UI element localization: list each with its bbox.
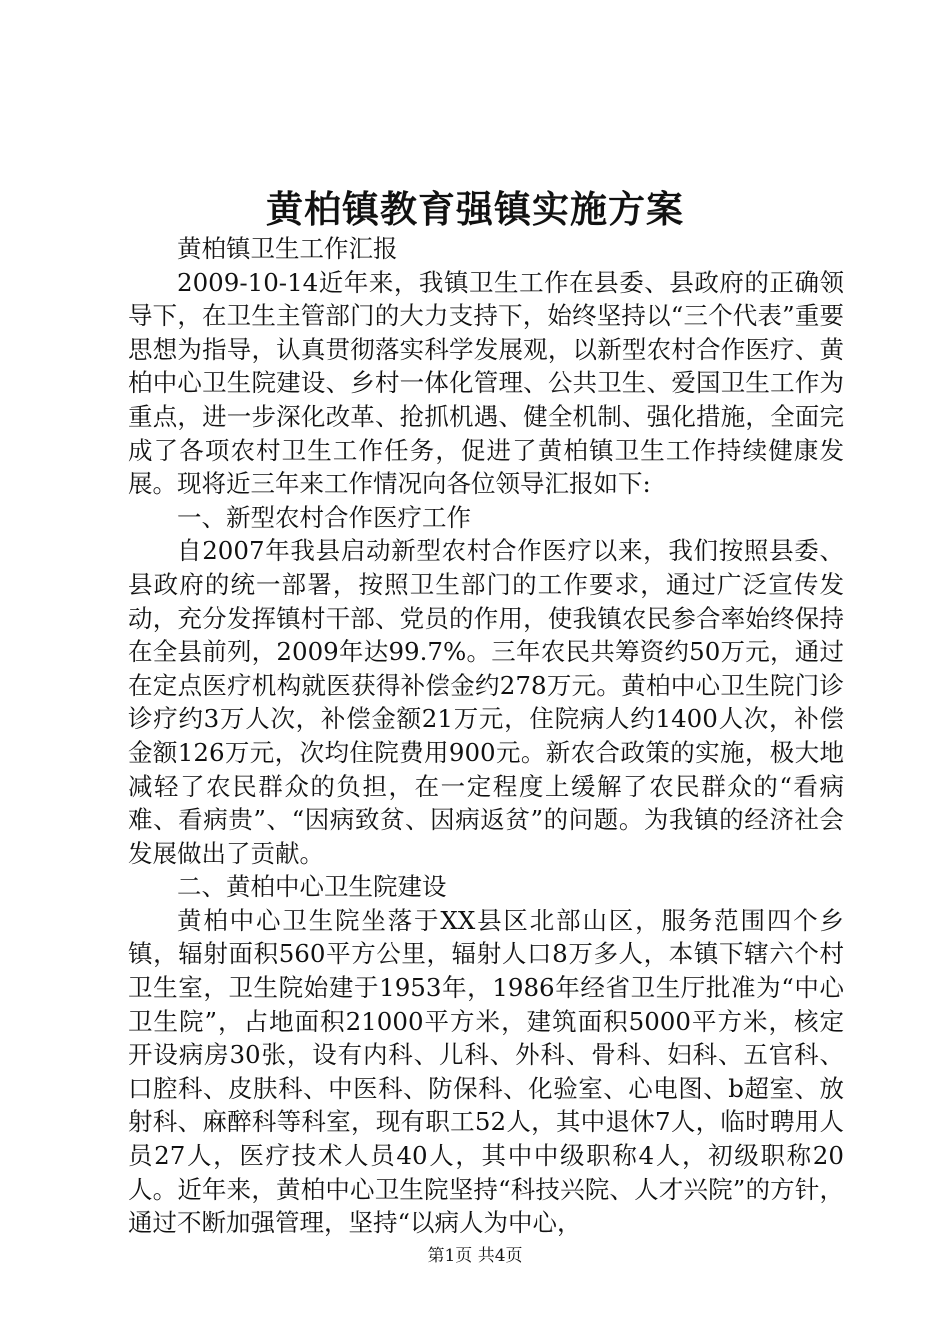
paragraph-subtitle: 黄柏镇卫生工作汇报 bbox=[177, 234, 398, 263]
section-heading-1: 一、新型农村合作医疗工作 bbox=[177, 502, 471, 532]
paragraph-intro: 2009-10-14近年来，我镇卫生工作在县委、县政府的正确领导下，在卫生主管部门的大力支持下，始终坚持以“三个代表”重要思想为指导，认真贯彻落实科学发展观，以新型农村合作医疗、黄柏中心卫生院建设、乡村一体化管理、公共卫生、爱国卫生工作为重点，进一步深化改革、抢抓机遇、健全机制、强化措施，全面完成了各项农村卫生工作任务，促进了黄柏镇卫生工作持续健康发展。现将近三年来工作情况向各位领导汇报如下: bbox=[128, 267, 844, 499]
section-heading-2: 二、黄柏中心卫生院建设 bbox=[177, 872, 447, 902]
page-footer: 第1页 共4页 bbox=[427, 1246, 523, 1266]
paragraph-section-2: 黄柏中心卫生院坐落于XX县区北部山区，服务范围四个乡镇，辐射面积560平方公里，辐射人口8万多人，本镇下辖六个村卫生室，卫生院始建于1953年，1986年经省卫生厅批准为“中心卫生院”，占地面积21000平方米，建筑面积5000平方米，核定开设病房30张，设有内科、儿科、外科、骨科、妇科、五官科、口腔科、皮肤科、中医科、防保科、化验室、心电图、b超室、放射科、麻醉科等科室，现有职工52人，其中退休7人，临时聘用人员27人，医疗技术人员40人，其中中级职称4人，初级职称20人。近年来，黄柏中心卫生院坚持“科技兴院、人才兴院”的方针，通过不断加强管理，坚持“以病人为中心， bbox=[128, 905, 844, 1238]
document-title: 黄柏镇教育强镇实施方案 bbox=[266, 187, 684, 231]
document-body bbox=[128, 232, 844, 1240]
paragraph-section-1: 自2007年我县启动新型农村合作医疗以来，我们按照县委、县政府的统一部署，按照卫生部门的工作要求，通过广泛宣传发动，充分发挥镇村干部、党员的作用，使我镇农民参合率始终保持在全县前列，2009年达99.7%。三年农民共筹资约50万元，通过在定点医疗机构就医获得补偿金约278万元。黄柏中心卫生院门诊诊疗约3万人次，补偿金额21万元，住院病人约1400人次，补偿金额126万元，次均住院费用900元。新农合政策的实施，极大地减轻了农民群众的负担，在一定程度上缓解了农民群众的“看病难、看病贵”、“因病致贫、因病返贫”的问题。为我镇的经济社会发展做出了贡献。 bbox=[128, 536, 844, 868]
